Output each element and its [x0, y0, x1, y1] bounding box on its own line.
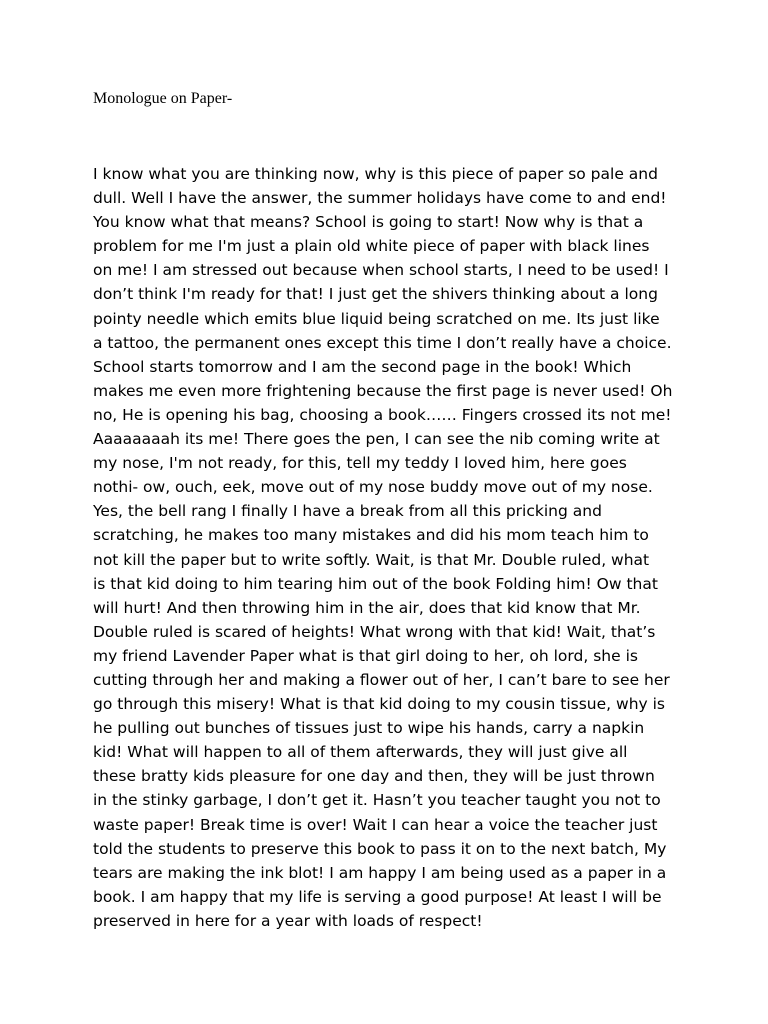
body-line: told the students to preserve this book to pass it on to the next batch, My — [93, 839, 667, 858]
body-line: go through this misery! What is that kid doing to my cousin tissue, why is — [93, 695, 666, 714]
body-line: no, He is opening his bag, choosing a book…… Fingers crossed its not me! — [93, 405, 672, 424]
body-line: preserved in here for a year with loads of respect! — [93, 911, 483, 930]
body-line: waste paper! Break time is over! Wait I can hear a voice the teacher just — [93, 815, 658, 834]
body-line: on me! I am stressed out because when school starts, I need to be used! I — [93, 261, 669, 280]
body-line: my nose, I'm not ready, for this, tell my teddy I loved him, here goes — [93, 454, 627, 473]
body-line: makes me even more frightening because the first page is never used! Oh — [93, 381, 673, 400]
body-line: Yes, the bell rang I finally I have a break from all this pricking and — [93, 502, 602, 521]
body-line: kid! What will happen to all of them afterwards, they will just give all — [93, 743, 628, 762]
body-line: pointy needle which emits blue liquid being scratched on me. Its just like — [93, 309, 660, 328]
body-line: You know what that means? School is going to start! Now why is that a — [93, 213, 644, 232]
body-line: book. I am happy that my life is serving a good purpose! At least I will be — [93, 887, 662, 906]
body-line: School starts tomorrow and I am the second page in the book! Which — [93, 357, 632, 376]
body-line: will hurt! And then throwing him in the air, does that kid know that Mr. — [93, 598, 641, 617]
document-body — [93, 162, 683, 933]
body-line: scratching, he makes too many mistakes and did his mom teach him to — [93, 526, 649, 545]
body-line: tears are making the ink blot! I am happy I am being used as a paper in a — [93, 863, 667, 882]
body-line: Double ruled is scared of heights! What wrong with that kid! Wait, that’s — [93, 622, 656, 641]
body-line: cutting through her and making a flower out of her, I can’t bare to see her — [93, 670, 670, 689]
body-line: in the stinky garbage, I don’t get it. Hasn’t you teacher taught you not to — [93, 791, 661, 810]
body-line: my friend Lavender Paper what is that girl doing to her, oh lord, she is — [93, 646, 638, 665]
body-line: I know what you are thinking now, why is this piece of paper so pale and — [93, 165, 658, 183]
body-line: he pulling out bunches of tissues just to wipe his hands, carry a napkin — [93, 719, 645, 738]
body-line: nothi- ow, ouch, eek, move out of my nose buddy move out of my nose. — [93, 478, 653, 497]
body-line: these bratty kids pleasure for one day and then, they will be just thrown — [93, 767, 655, 786]
body-line: is that kid doing to him tearing him out of the book Folding him! Ow that — [93, 574, 658, 593]
body-line: dull. Well I have the answer, the summer holidays have come to and end! — [93, 189, 667, 208]
body-line: a tattoo, the permanent ones except this time I don’t really have a choice. — [93, 333, 672, 352]
body-line: problem for me I'm just a plain old white piece of paper with black lines — [93, 237, 650, 256]
document-title: Monologue on Paper- — [93, 90, 233, 107]
body-line: Aaaaaaaah its me! There goes the pen, I can see the nib coming write at — [93, 430, 660, 449]
body-line: not kill the paper but to write softly. Wait, is that Mr. Double ruled, what — [93, 550, 650, 569]
body-line: don’t think I'm ready for that! I just get the shivers thinking about a long — [93, 285, 658, 304]
